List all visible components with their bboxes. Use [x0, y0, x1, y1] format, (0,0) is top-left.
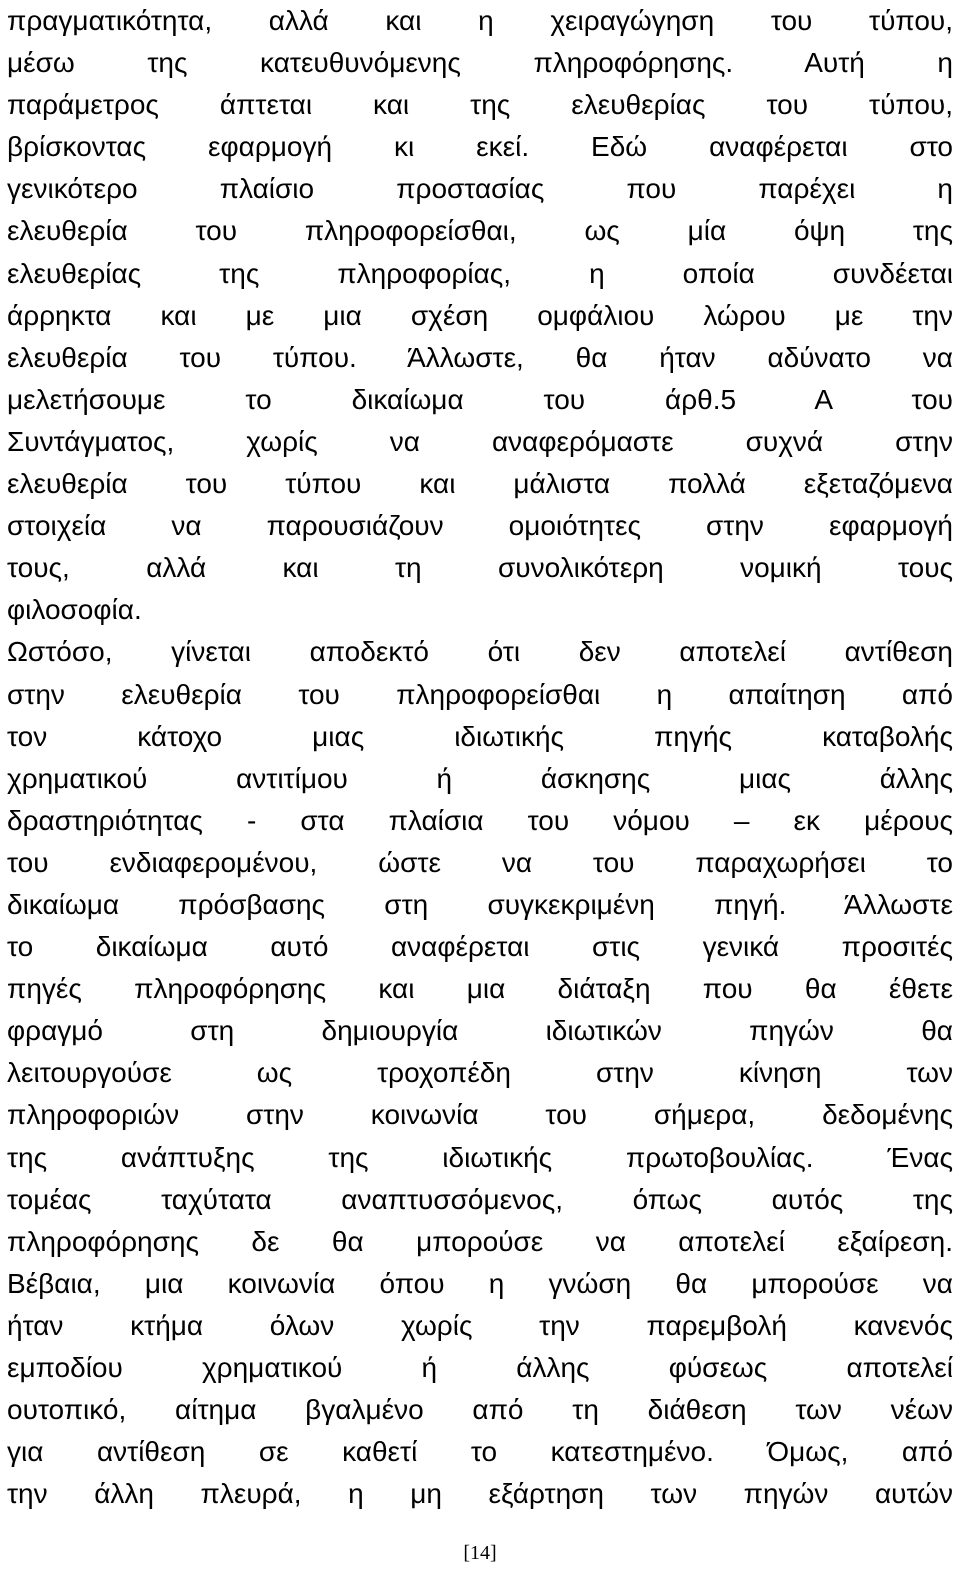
page-number: [14] — [463, 1542, 497, 1564]
text-line: ελευθερία του τύπου και μάλιστα πολλά εξεταζόμενα — [7, 468, 953, 500]
text-line: της ανάπτυξης της ιδιωτικής πρωτοβουλίας. Ένας — [7, 1141, 953, 1173]
text-line: δικαίωμα πρόσβασης στη συγκεκριμένη πηγή. Άλλωστε — [7, 888, 953, 920]
text-line: τον κάτοχο μιας ιδιωτικής πηγής καταβολής — [7, 720, 953, 752]
text-line: τους, αλλά και τη συνολικότερη νομική τους — [7, 552, 953, 584]
text-line: γενικότερο πλαίσιο προστασίας που παρέχει η — [7, 173, 953, 205]
text-line-paragraph-end: φιλοσοφία. — [7, 594, 142, 626]
text-line: χρηματικού αντιτίμου ή άσκησης μιας άλλης — [7, 762, 953, 794]
text-line: Βέβαια, μια κοινωνία όπου η γνώση θα μπορούσε να — [7, 1267, 953, 1299]
text-line: παράμετρος άπτεται και της ελευθερίας του τύπου, — [7, 89, 953, 121]
body-text — [7, 0, 953, 1515]
text-line: για αντίθεση σε καθετί το κατεστημένο. Όμως, από — [7, 1436, 953, 1468]
text-line: στοιχεία να παρουσιάζουν ομοιότητες στην εφαρμογή — [7, 510, 953, 542]
text-line: την άλλη πλευρά, η μη εξάρτηση των πηγών αυτών — [7, 1478, 953, 1510]
text-line: στην ελευθερία του πληροφορείσθαι η απαίτηση από — [7, 678, 953, 710]
text-line: τομέας ταχύτατα αναπτυσσόμενος, όπως αυτός της — [7, 1183, 953, 1215]
text-line: βρίσκοντας εφαρμογή κι εκεί. Εδώ αναφέρεται στο — [7, 131, 953, 163]
text-line: Συντάγματος, χωρίς να αναφερόμαστε συχνά στην — [7, 425, 953, 457]
text-line: φραγμό στη δημιουργία ιδιωτικών πηγών θα — [7, 1015, 953, 1047]
text-line: πηγές πληροφόρησης και μια διάταξη που θα έθετε — [7, 973, 953, 1005]
text-line: μελετήσουμε το δικαίωμα του άρθ.5 Α του — [7, 383, 953, 415]
text-line: ήταν κτήμα όλων χωρίς την παρεμβολή κανενός — [7, 1309, 953, 1341]
text-line: ελευθερίας της πληροφορίας, η οποία συνδέεται — [7, 257, 953, 289]
text-line: το δικαίωμα αυτό αναφέρεται στις γενικά προσιτές — [7, 931, 953, 963]
text-line: ελευθερία του τύπου. Άλλωστε, θα ήταν αδύνατο να — [7, 341, 953, 373]
text-line: δραστηριότητας - στα πλαίσια του νόμου – εκ μέρους — [7, 804, 953, 836]
text-line: άρρηκτα και με μια σχέση ομφάλιου λώρου με την — [7, 299, 953, 331]
text-line: λειτουργούσε ως τροχοπέδη στην κίνηση των — [7, 1057, 953, 1089]
text-line: Ωστόσο, γίνεται αποδεκτό ότι δεν αποτελεί αντίθεση — [7, 636, 953, 668]
text-line: μέσω της κατευθυνόμενης πληροφόρησης. Αυτή η — [7, 47, 953, 79]
text-line: του ενδιαφερομένου, ώστε να του παραχωρήσει το — [7, 846, 953, 878]
text-line: εμποδίου χρηματικού ή άλλης φύσεως αποτελεί — [7, 1352, 953, 1383]
text-line: πληροφοριών στην κοινωνία του σήμερα, δεδομένης — [7, 1099, 953, 1131]
text-line: πραγματικότητα, αλλά και η χειραγώγηση του τύπου, — [7, 5, 953, 36]
text-line: ελευθερία του πληροφορείσθαι, ως μία όψη της — [7, 215, 953, 247]
text-line: ουτοπικό, αίτημα βγαλμένο από τη διάθεση των νέων — [7, 1394, 953, 1426]
text-line: πληροφόρησης δε θα μπορούσε να αποτελεί εξαίρεση. — [7, 1225, 953, 1257]
